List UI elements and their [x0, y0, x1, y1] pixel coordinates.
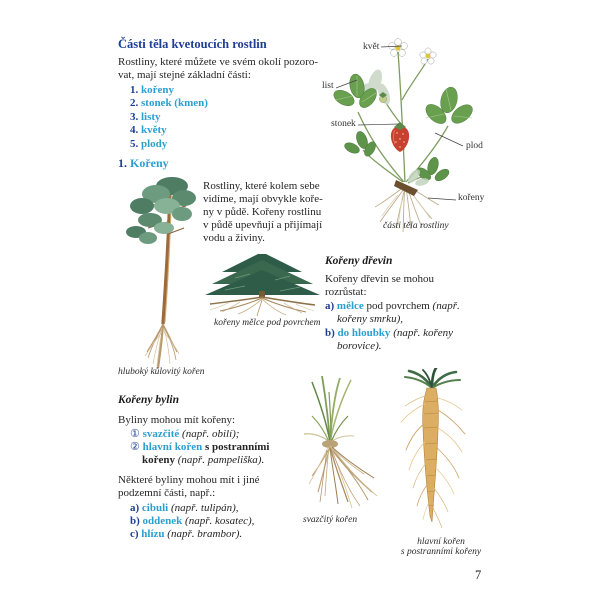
- dreviny-line-2: rozrůstat:: [325, 286, 367, 298]
- byliny-item-1: ① svazčité (např. obilí);: [130, 428, 240, 440]
- grass-fibrous-root-illustration: [282, 374, 392, 514]
- byliny-item-a: a) cibuli (např. tulipán),: [130, 502, 239, 514]
- list-item-listy: 3. listy: [130, 110, 161, 123]
- list-item-stonek: 2. stonek (kmen): [130, 97, 208, 110]
- dreviny-item-b-cont: borovice).: [337, 340, 382, 352]
- intro-line-1: Rostliny, které můžete ve svém okolí pozoro-: [118, 56, 318, 68]
- grass-caption: svazčitý kořen: [303, 515, 358, 525]
- pine-tree-illustration: [112, 176, 212, 372]
- byliny-item-b: b) oddenek (např. kosatec),: [130, 515, 255, 527]
- strawberry-caption: části těla rostliny: [383, 221, 449, 231]
- dreviny-item-a-cont: kořeny smrku),: [337, 313, 403, 325]
- label-stonek: stonek: [331, 119, 356, 129]
- label-koreny: kořeny: [458, 193, 485, 203]
- label-list: list: [322, 81, 334, 91]
- byliny-item-2-cont: kořeny (např. pampeliška).: [142, 454, 265, 466]
- spruce-tree-illustration: [200, 254, 325, 320]
- page-number: 7: [475, 568, 482, 582]
- taproot-illustration: [396, 368, 486, 536]
- pine-caption: hluboký kůlovitý kořen: [118, 367, 205, 377]
- dreviny-line-1: Kořeny dřevin se mohou: [325, 273, 435, 285]
- spruce-caption: kořeny mělce pod povrchem: [214, 318, 321, 328]
- taproot-caption: hlavní kořen s postranními kořeny: [400, 537, 482, 557]
- dreviny-item-b: b) do hloubky (např. kořeny: [325, 327, 454, 339]
- dreviny-item-a: a) mělce pod povrchem (např.: [325, 300, 460, 312]
- label-kvet: květ: [363, 42, 380, 52]
- intro-line-2: vat, mají stejné základní části:: [118, 69, 251, 81]
- page-title: Části těla kvetoucích rostlin: [118, 37, 267, 51]
- list-item-kvety: 4. květy: [130, 124, 167, 137]
- list-item-plody: 5. plody: [130, 137, 168, 150]
- byliny-item-2: ② hlavní kořen s postranními: [130, 441, 270, 453]
- label-plod: plod: [466, 141, 483, 151]
- plant-parts-list: [130, 84, 208, 151]
- list-item-koreny: 1. kořeny: [130, 84, 174, 96]
- byliny-intro: Byliny mohou mít kořeny:: [118, 414, 236, 426]
- section-heading-koreny: 1. Kořeny: [118, 156, 169, 170]
- strawberry-plant-illustration: [318, 30, 493, 235]
- byliny-heading: Kořeny bylin: [118, 394, 180, 406]
- dreviny-heading: Kořeny dřevin: [325, 255, 393, 267]
- byliny-para2-line-2: podzemní části, např.:: [118, 487, 216, 499]
- byliny-para2-line-1: Některé byliny mohou mít i jiné: [118, 474, 260, 486]
- koreny-paragraph: Rostliny, které kolem sebe vidíme, mají obvykle koře- ny v půdě. Kořeny rostlinu v půdě upevňují a přijímají vodu a živiny.: [203, 180, 323, 244]
- byliny-item-c: c) hlízu (např. brambor).: [130, 528, 243, 540]
